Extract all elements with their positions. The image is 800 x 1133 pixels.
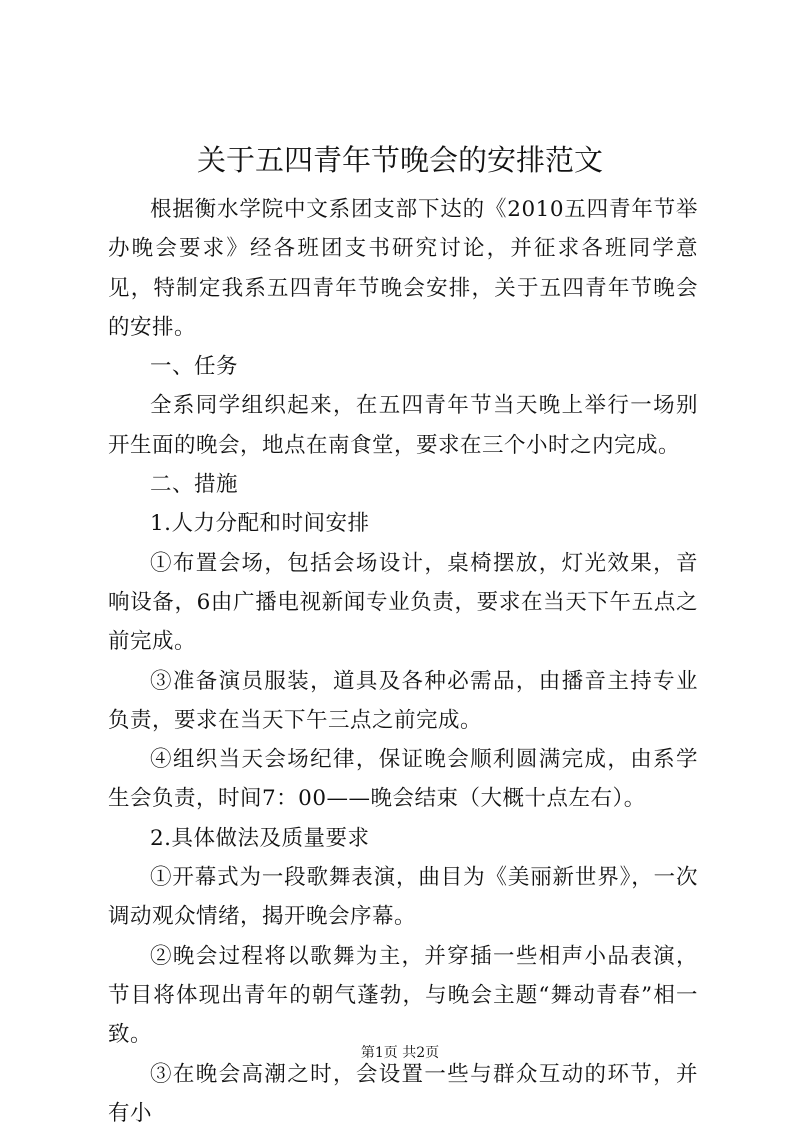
paragraph-item: ③准备演员服装，道具及各种必需品，由播音主持专业负责，要求在当天下午三点之前完成。 — [108, 668, 698, 733]
heading-measures: 二、措施 — [150, 472, 239, 498]
page-number: 第1页 共2页 — [360, 1045, 440, 1061]
paragraph-intro: 根据衡水学院中文系团支部下达的《2010五四青年节举办晚会要求》经各班团支书研究讨论，并征求各班同学意见，特制定我系五四青年节晚会安排，关于五四青年节晚会的安排。 — [108, 197, 698, 340]
paragraph-item: ②晚会过程将以歌舞为主，并穿插一些相声小品表演，节目将体现出青年的朝气蓬勃，与晚会主题“舞动青春”相一致。 — [108, 943, 698, 1048]
subheading-staffing: 1.人力分配和时间安排 — [150, 511, 370, 537]
paragraph-item: ③在晚会高潮之时，会设置一些与群众互动的环节，并有小 — [108, 1061, 698, 1126]
document-body — [108, 190, 698, 1133]
paragraph-item: ④组织当天会场纪律，保证晚会顺利圆满完成，由系学生会负责，时间7：00——晚会结束（大概十点左右）。 — [108, 747, 698, 812]
paragraph-item: ①布置会场，包括会场设计，桌椅摆放，灯光效果，音响设备，6由广播电视新闻专业负责，要求在当天下午五点之前完成。 — [108, 550, 698, 655]
subheading-method: 2.具体做法及质量要求 — [150, 825, 370, 851]
paragraph-task: 全系同学组织起来，在五四青年节当天晚上举行一场别开生面的晚会，地点在南食堂，要求在三个小时之内完成。 — [108, 393, 698, 458]
document-title: 关于五四青年节晚会的安排范文 — [196, 143, 603, 177]
paragraph-item: ①开幕式为一段歌舞表演，曲目为《美丽新世界》，一次调动观众情绪，揭开晚会序幕。 — [108, 865, 698, 930]
heading-task: 一、任务 — [150, 354, 239, 380]
